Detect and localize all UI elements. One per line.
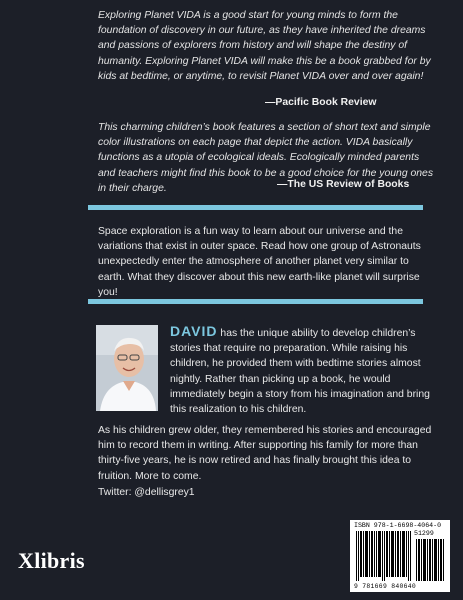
- ean-number: 9 781669 840640: [354, 583, 417, 590]
- review-1-source: —Pacific Book Review: [265, 97, 377, 108]
- author-portrait-icon: [96, 325, 158, 411]
- divider-bottom: [88, 299, 423, 304]
- review-2-source: —The US Review of Books: [277, 179, 410, 190]
- price-code: 51299: [414, 530, 434, 537]
- author-photo: [96, 325, 158, 411]
- book-blurb: Space exploration is a fun way to learn about our universe and the variations that exist in outer space. Read how one group of Astronauts unexpectedly enter the atmosphere of another planet very similar to earth. What they discover about this new earth-like planet will surprise you!: [98, 226, 421, 298]
- publisher-logo: Xlibris: [18, 548, 85, 573]
- author-bio-intro: [170, 324, 440, 417]
- review-1-text: Exploring Planet VIDA is a good start for young minds to form the foundation of discovery in our future, as they have inherited the dreams and passions of explorers from history and will shape the destiny of humanity. Exploring Planet VIDA will make this be a book grabbed for by kids at bedtime, or anytime, to revisit Planet VIDA over and over again!: [98, 10, 431, 82]
- author-bio-2: As his children grew older, they remembered his stories and encouraged him to record them in writing. After supporting his family for more than thirty-five years, he is now retired and has finally brought this idea to fruition. More to come.: [98, 425, 432, 482]
- author-bio-1: has the unique ability to develop children’s stories that require no preparation. While raising his children, he provided them with bedtime stories almost nightly. Rather than picking up a book, he would immediately begin a story from his imagination and bring this realization to his children.: [170, 328, 430, 416]
- barcode-box: [350, 520, 450, 592]
- isbn-text: ISBN 978-1-6698-4064-0: [354, 522, 442, 529]
- divider-top: [88, 205, 423, 210]
- price-barcode-icon: [416, 539, 446, 581]
- ean-barcode-icon: [356, 531, 412, 581]
- author-name: DAVID: [170, 323, 218, 339]
- author-twitter: Twitter: @dellisgrey1: [98, 487, 195, 498]
- review-2-text: This charming children’s book features a section of short text and simple color illustrations on each page that depict the action. VIDA basically functions as a utopia of ecological ideals. Ecologically minded parents and teachers might find this book to be a good choice for the young ones in their charge.: [98, 122, 434, 194]
